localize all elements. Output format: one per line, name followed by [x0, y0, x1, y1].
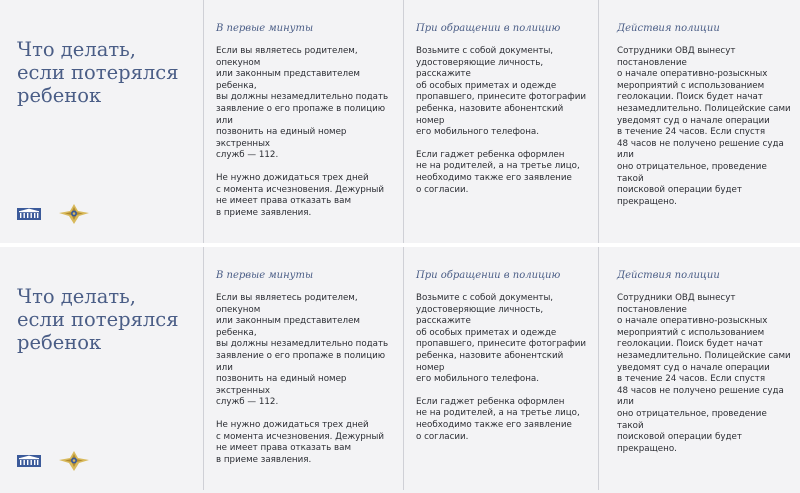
section-heading: Действия полиции: [617, 270, 720, 281]
section-paragraph: Если гаджет ребенка оформлен не на родителей, а на третье лицо, необходимо также его заявление о согласии.: [416, 149, 580, 195]
info-panel-bottom: [0, 247, 800, 490]
section-paragraph: Возьмите с собой документы, удостоверяющие личность, расскажите об особых приметах и одежде пропавшего, принесите фотографии ребенка, назовите абонентский номер его мобильного телефона.: [416, 46, 587, 138]
emblems: [17, 202, 91, 226]
section-paragraph: Если вы являетесь родителем, опекуном или законным представителем ребенка, вы должны незамедлительно подать заявление о его пропаже в полицию или позвонить на единый номер экстренных служб — 112.: [216, 293, 389, 408]
section-police-visit: [404, 247, 599, 490]
government-building-icon: [17, 208, 41, 220]
section-paragraph: Если гаджет ребенка оформлен не на родителей, а на третье лицо, необходимо также его заявление о согласии.: [416, 396, 580, 442]
info-panel-top: [0, 0, 800, 243]
section-heading: При обращении в полицию: [416, 23, 561, 34]
section-paragraph: Возьмите с собой документы, удостоверяющие личность, расскажите об особых приметах и одежде пропавшего, принесите фотографии ребенка, назовите абонентский номер его мобильного телефона.: [416, 293, 587, 385]
police-eagle-emblem-icon: [57, 449, 91, 473]
section-first-minutes: [204, 247, 404, 490]
police-eagle-emblem-icon: [57, 202, 91, 226]
section-paragraph: Сотрудники ОВД вынесут постановление о начале оперативно-розыскных мероприятий с использованием геолокации. Поиск будет начат незамедлительно. Полицейские сами уведомят суд о начале операции в течение 24 часов. Если спустя 48 часов не получено решение суда или оно отрицательное, проведение такой поисковой операции будет прекращено.: [617, 46, 791, 207]
section-police-actions: [599, 247, 800, 490]
title-column: [0, 247, 204, 490]
section-heading: В первые минуты: [216, 270, 314, 281]
page-title: Что делать, если потерялся ребенок: [17, 285, 179, 354]
section-police-visit: [404, 0, 599, 243]
section-first-minutes: [204, 0, 404, 243]
government-building-icon: [17, 455, 41, 467]
emblems: [17, 449, 91, 473]
page-title: Что делать, если потерялся ребенок: [17, 38, 179, 107]
title-column: [0, 0, 204, 243]
section-heading: В первые минуты: [216, 23, 314, 34]
section-paragraph: Не нужно дожидаться трех дней с момента исчезновения. Дежурный не имеет права отказать вам в приеме заявления.: [216, 172, 384, 218]
section-paragraph: Не нужно дожидаться трех дней с момента исчезновения. Дежурный не имеет права отказать вам в приеме заявления.: [216, 419, 384, 465]
section-paragraph: Если вы являетесь родителем, опекуном или законным представителем ребенка, вы должны незамедлительно подать заявление о его пропаже в полицию или позвонить на единый номер экстренных служб — 112.: [216, 46, 389, 161]
section-police-actions: [599, 0, 800, 243]
section-paragraph: Сотрудники ОВД вынесут постановление о начале оперативно-розыскных мероприятий с использованием геолокации. Поиск будет начат незамедлительно. Полицейские сами уведомят суд о начале операции в течение 24 часов. Если спустя 48 часов не получено решение суда или оно отрицательное, проведение такой поисковой операции будет прекращено.: [617, 293, 791, 454]
section-heading: При обращении в полицию: [416, 270, 561, 281]
section-heading: Действия полиции: [617, 23, 720, 34]
